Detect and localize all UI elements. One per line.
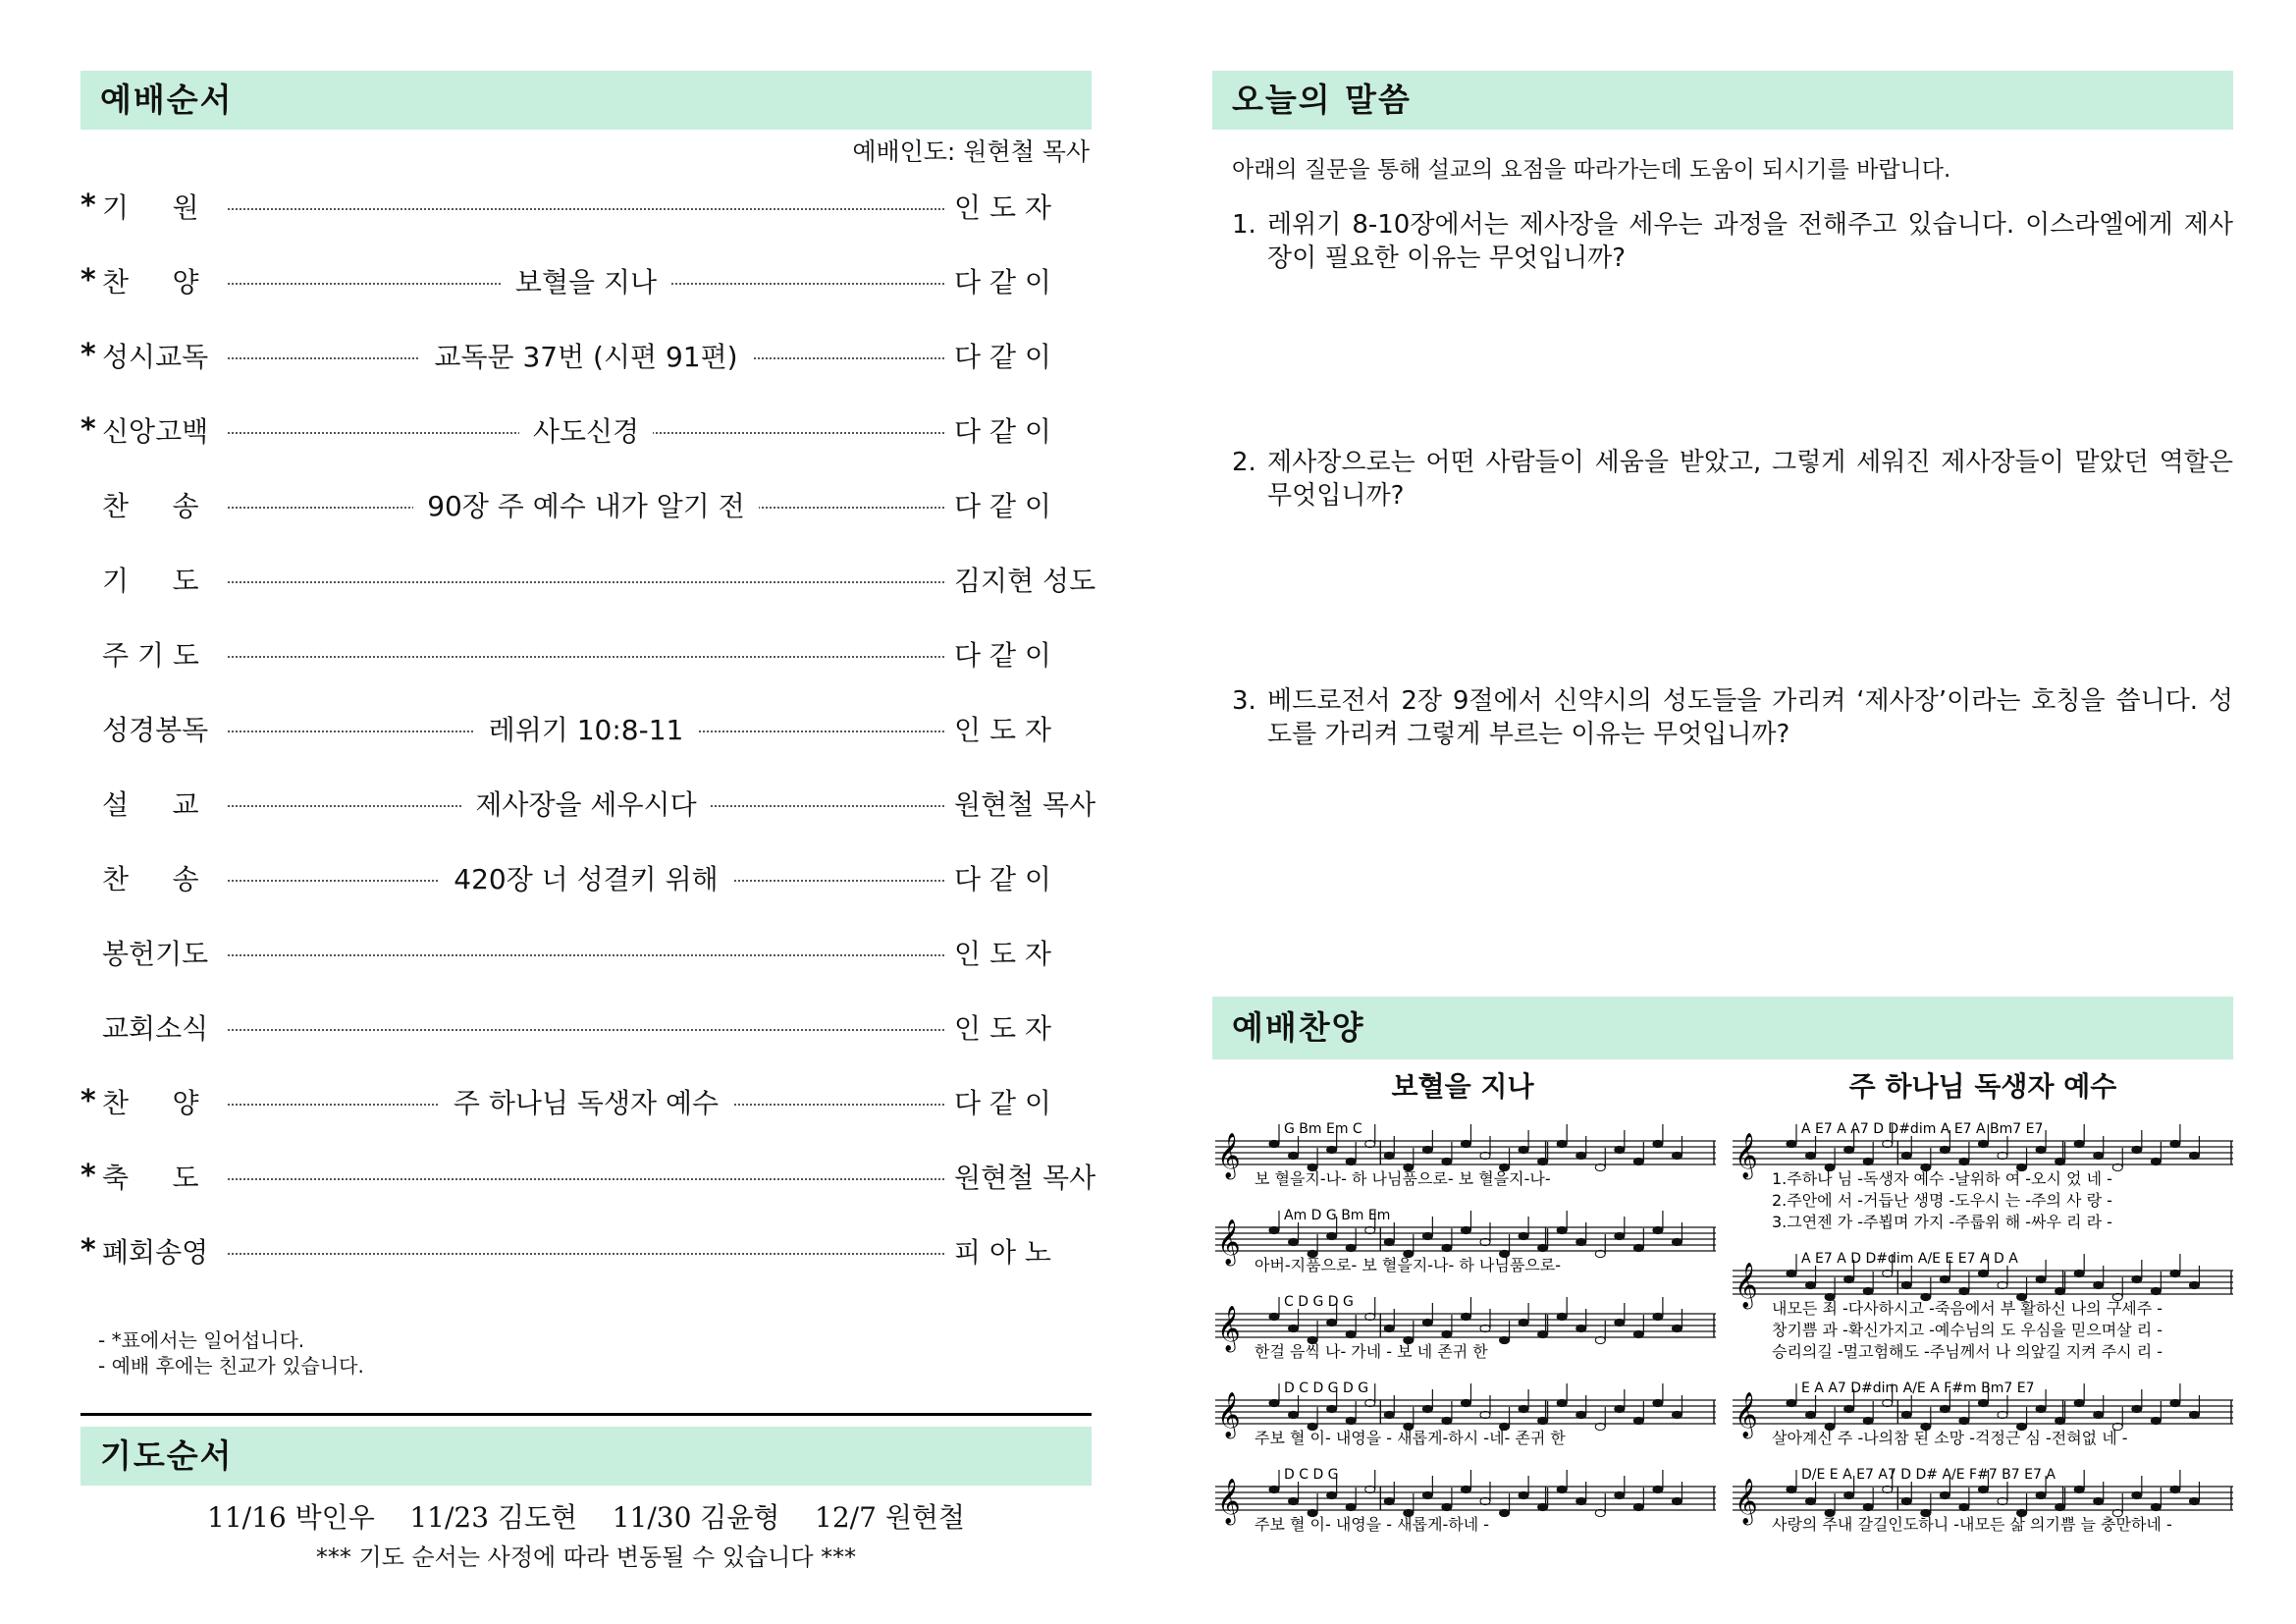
standing-mark: * [80,412,96,447]
note-head [1978,1399,1988,1406]
note-head [1269,1486,1279,1492]
lyrics-line: 주보 혈 이- 내영을 - 새롭게-하네 - [1255,1515,1490,1534]
note-head [1653,1313,1663,1320]
worship-order-row [80,858,1092,897]
worship-order-row [80,1007,1092,1047]
fellowship-note: - 예배 후에는 친교가 있습니다. [98,1354,364,1378]
standing-mark: * [80,263,96,298]
question-number: 3. [1232,686,1256,716]
order-item-detail: 제사장을 세우시다 [228,784,944,823]
worship-order-row [80,261,1092,300]
note-head [1615,1232,1625,1239]
note-head [1500,1336,1510,1343]
lyrics-line: 주보 혈 이- 내영을 - 새롭게-하시 -네- 존귀 한 [1255,1429,1566,1447]
leader-dots [228,1029,944,1031]
order-item-name: 폐회송영 [102,1236,209,1269]
note-head [1863,1158,1873,1164]
note-head [1289,1152,1299,1159]
chord-symbols: G Bm Em C [1284,1121,1362,1137]
treble-clef-icon: 𝄞 [1217,1479,1241,1524]
note-head [2151,1503,2161,1510]
worship-order-row [80,336,1092,375]
worship-order-row [80,634,1092,674]
lyrics-line: 승리의길 -멀고험해도 -주님께서 나 의앞길 지켜 주시 리 - [1772,1342,2163,1361]
note-head [1557,1226,1567,1233]
note-head [1519,1405,1528,1412]
sheet-music-right [1733,1119,2233,1551]
note-head [1269,1399,1279,1406]
note-head [1806,1497,1816,1504]
note-head [1940,1491,1949,1498]
note-head [1327,1232,1337,1239]
question-1 [1232,208,2233,287]
note-head [1422,1146,1432,1153]
note-head [1269,1226,1279,1233]
note-head [1346,1244,1356,1251]
lyrics-line: 내모든 죄 -다사하시고 -죽음에서 부 활하신 나의 구세주 - [1772,1299,2163,1318]
order-item-name: 찬 양 [102,1087,199,1119]
note-head [1384,1238,1394,1245]
note-head [1442,1330,1452,1337]
order-item-person: 다 같 이 [954,639,1051,672]
note-head [2189,1152,2199,1159]
note-head [1901,1411,1911,1418]
standing-mark: * [80,189,96,223]
note-head [1633,1244,1643,1251]
note-head [1787,1270,1796,1276]
order-item-detail: 레위기 10:8-11 [228,709,944,748]
chord-symbols: A E7 A A7 D D#dim A E7 A Bm7 E7 [1801,1121,2044,1137]
note-head [1519,1491,1528,1498]
worship-order-row [80,485,1092,524]
worship-order-row [80,187,1092,226]
note-head [1787,1486,1796,1492]
note-head [2094,1497,2104,1504]
note-head [1346,1417,1356,1424]
order-item-detail: 보혈을 지나 [228,261,944,300]
note-head [1442,1503,1452,1510]
lyrics-line: 보 혈을지-나- 하 나님품으로- 보 혈을지-나- [1255,1169,1551,1188]
order-item-person: 원현철 목사 [954,1162,1096,1194]
order-item-name: 설 교 [102,788,199,821]
note-head [1519,1232,1528,1239]
worship-leader: 예배인도: 원현철 목사 [852,137,1090,166]
chord-symbols: Am D G Bm Em [1284,1208,1391,1223]
note-head [1672,1411,1682,1418]
order-item-person: 다 같 이 [954,863,1051,895]
treble-clef-icon: 𝄞 [1735,1479,1758,1524]
note-head [2094,1281,2104,1288]
treble-clef-icon: 𝄞 [1735,1133,1758,1178]
worship-order-row [80,784,1096,823]
note-head [2036,1146,2046,1153]
note-head [1672,1497,1682,1504]
note-head [1901,1281,1911,1288]
lyrics-line: 1.주하나 님 -독생자 예수 -날위하 여 -오시 었 네 - [1772,1169,2112,1188]
note-head [1844,1405,1854,1412]
order-item-person: 피 아 노 [954,1236,1051,1269]
note-head [1461,1486,1470,1492]
order-item-name: 봉헌기도 [102,938,209,970]
hymn-title-right: 주 하나님 독생자 예수 [1848,1070,2117,1103]
note-head [1672,1238,1682,1245]
note-head [2094,1152,2104,1159]
worship-order-header: 예배순서 [80,71,1092,130]
note-head [1863,1287,1873,1294]
note-head [1978,1270,1988,1276]
leader-dots [228,208,944,210]
note-head [2151,1287,2161,1294]
note-head [1346,1330,1356,1337]
note-head [1557,1399,1567,1406]
order-item-person: 인 도 자 [954,714,1051,746]
leader-dots [228,1178,944,1180]
note-head [1289,1238,1299,1245]
note-head [2170,1399,2180,1406]
note-head [1269,1140,1279,1147]
section-divider [80,1413,1092,1416]
note-head [1519,1319,1528,1326]
lyrics-line: 창기쁨 과 -확신가지고 -예수님의 도 우심을 믿으며살 리 - [1772,1321,2163,1339]
sermon-header: 오늘의 말씀 [1212,71,2233,130]
note-head [1269,1313,1279,1320]
order-item-person: 다 같 이 [954,415,1051,448]
note-head [1615,1319,1625,1326]
order-item-person: 인 도 자 [954,1012,1051,1045]
order-item-detail: 사도신경 [228,410,944,450]
prayer-schedule: 11/16 박인우 11/23 김도현 11/30 김윤형 12/7 원현철 [207,1501,965,1534]
note-head [1442,1417,1452,1424]
order-item-name: 찬 양 [102,266,199,298]
note-head [1806,1281,1816,1288]
standing-mark: * [80,338,96,372]
note-head [1633,1158,1643,1164]
note-head [1615,1405,1625,1412]
order-item-name: 주 기 도 [102,639,199,672]
lyrics-line: 사랑의 주내 갈길인도하니 -내모든 삶 의기쁨 늘 충만하네 - [1772,1515,2172,1534]
note-head [1442,1158,1452,1164]
note-head [1576,1411,1586,1418]
note-head [1557,1486,1567,1492]
order-item-name: 찬 송 [102,490,199,522]
sermon-intro: 아래의 질문을 통해 설교의 요점을 따라가는데 도움이 되시기를 바랍니다. [1232,157,1951,183]
note-head [2170,1270,2180,1276]
order-item-person: 인 도 자 [954,191,1051,224]
order-item-name: 성시교독 [102,341,209,373]
note-head [1844,1491,1854,1498]
note-head [1289,1325,1299,1331]
lyrics-line: 3.그연젠 가 -주뵙며 가지 -주룹위 해 -싸우 리 라 - [1772,1213,2112,1231]
hymns-header: 예배찬양 [1212,997,2233,1059]
treble-clef-icon: 𝄞 [1735,1392,1758,1437]
note-head [1863,1417,1873,1424]
note-head [1327,1146,1337,1153]
note-head [1346,1503,1356,1510]
note-head [1422,1232,1432,1239]
treble-clef-icon: 𝄞 [1735,1263,1758,1308]
note-head [1422,1319,1432,1326]
note-head [2170,1486,2180,1492]
order-item-name: 교회소식 [102,1012,209,1045]
note-head [1327,1405,1337,1412]
worship-order-row [80,1082,1092,1121]
hymn-title-left: 보혈을 지나 [1391,1070,1534,1103]
prayer-notice: *** 기도 순서는 사정에 따라 변동될 수 있습니다 *** [315,1543,857,1571]
order-item-person: 원현철 목사 [954,788,1096,821]
note-head [1442,1244,1452,1251]
note-head [2132,1275,2142,1282]
note-head [1787,1399,1796,1406]
order-item-detail: 주 하나님 독생자 예수 [228,1082,944,1121]
treble-clef-icon: 𝄞 [1217,1306,1241,1351]
standing-mark: * [80,1159,96,1193]
note-head [1653,1399,1663,1406]
order-item-name: 축 도 [102,1162,199,1194]
treble-clef-icon: 𝄞 [1217,1392,1241,1437]
note-head [2189,1281,2199,1288]
note-head [1384,1325,1394,1331]
note-head [2036,1405,2046,1412]
worship-order-row [80,560,1096,599]
order-item-detail: 420장 너 성결키 위해 [228,858,944,897]
note-head [1959,1287,1969,1294]
note-head [1519,1146,1528,1153]
note-head [1422,1491,1432,1498]
note-head [1806,1411,1816,1418]
order-item-name: 기 원 [102,191,199,224]
note-head [1461,1140,1470,1147]
note-head [2094,1411,2104,1418]
prayer-order-header: 기도순서 [80,1427,1092,1486]
note-head [1940,1146,1949,1153]
note-head [1806,1152,1816,1159]
order-item-name: 기 도 [102,565,199,597]
note-head [1672,1152,1682,1159]
chord-symbols: A E7 A D D#dim A/E E E7 A D A [1801,1251,2018,1267]
note-head [1633,1503,1643,1510]
note-head [1384,1497,1394,1504]
note-head [1844,1146,1854,1153]
question-number: 2. [1232,448,1256,477]
worship-order-row [80,933,1092,972]
note-head [1633,1417,1643,1424]
order-item-detail: 90장 주 예수 내가 알기 전 [228,485,944,524]
note-head [2132,1491,2142,1498]
order-item-person: 다 같 이 [954,341,1051,373]
note-head [1653,1140,1663,1147]
score-staff-group [1215,1119,1716,1551]
note-head [1863,1503,1873,1510]
order-item-name: 찬 송 [102,863,199,895]
note-head [1615,1491,1625,1498]
chord-symbols: C D G D G [1284,1294,1354,1310]
standing-mark: * [80,1233,96,1268]
note-head [1557,1313,1567,1320]
note-head [2132,1146,2142,1153]
note-head [2074,1399,2084,1406]
note-head [1576,1152,1586,1159]
order-item-detail: 교독문 37번 (시편 91편) [228,336,944,375]
note-head [1959,1417,1969,1424]
note-head [2036,1275,2046,1282]
order-item-person: 김지현 성도 [954,565,1096,597]
chord-symbols: D C D G D G [1284,1380,1369,1396]
chord-symbols: D C D G [1284,1467,1339,1483]
note-head [1633,1330,1643,1337]
note-head [1576,1238,1586,1245]
order-item-name: 성경봉독 [102,714,209,746]
question-number: 1. [1232,210,1256,240]
order-item-person: 인 도 자 [954,938,1051,970]
score-staff-group [1733,1119,2233,1551]
note-head [1901,1152,1911,1159]
note-head [1940,1275,1949,1282]
note-head [2189,1497,2199,1504]
note-head [2170,1140,2180,1147]
lyrics-line: 2.주안에 서 -거듭난 생명 -도우시 는 -주의 사 랑 - [1772,1191,2112,1210]
worship-order-row [80,1231,1092,1271]
note-head [1422,1405,1432,1412]
note-head [1461,1313,1470,1320]
note-head [1557,1140,1567,1147]
note-head [2074,1270,2084,1276]
leader-dots [228,1253,944,1255]
note-head [2074,1486,2084,1492]
note-head [2132,1405,2142,1412]
note-head [1384,1411,1394,1418]
note-head [1327,1491,1337,1498]
note-head [1576,1497,1586,1504]
note-head [1461,1399,1470,1406]
note-head [1959,1503,1969,1510]
note-head [1615,1146,1625,1153]
leader-dots [228,581,944,583]
note-head [2036,1491,2046,1498]
note-head [1901,1497,1911,1504]
note-head [2074,1140,2084,1147]
question-text: 베드로전서 2장 9절에서 신약시의 성도들을 가리켜 ‘제사장’이라는 호칭을 씁니다. 성도를 가리켜 그렇게 부르는 이유는 무엇입니까? [1267,686,2233,749]
note-head [1500,1509,1510,1516]
question-text: 제사장으로는 어떤 사람들이 세움을 받았고, 그렇게 세워진 제사장들이 맡았던 역할은 무엇입니까? [1267,448,2233,511]
order-item-person: 다 같 이 [954,1087,1051,1119]
note-head [1787,1140,1796,1147]
note-head [1978,1140,1988,1147]
note-head [1940,1405,1949,1412]
order-item-person: 다 같 이 [954,266,1051,298]
sheet-music-left [1215,1119,1716,1551]
note-head [1653,1486,1663,1492]
standing-mark: * [80,1084,96,1118]
lyrics-line: 살아계신 주 -나의참 된 소망 -걱정근 심 -전혀없 네 - [1772,1429,2128,1447]
order-item-person: 다 같 이 [954,490,1051,522]
chord-symbols: E A A7 D#dim A/E A F#m Bm7 E7 [1801,1380,2035,1396]
treble-clef-icon: 𝄞 [1217,1133,1241,1178]
worship-order-row [80,709,1092,748]
worship-order-row [80,410,1092,450]
worship-order-row [80,1157,1096,1196]
question-text: 레위기 8-10장에서는 제사장을 세우는 과정을 전해주고 있습니다. 이스라엘에게 제사장이 필요한 이유는 무엇입니까? [1267,210,2233,273]
note-head [1289,1411,1299,1418]
note-head [1959,1158,1969,1164]
question-2 [1232,446,2233,524]
note-head [1844,1275,1854,1282]
leader-dots [228,656,944,658]
question-3 [1232,684,2233,763]
note-head [1461,1226,1470,1233]
note-head [1978,1486,1988,1492]
chord-symbols: D/E E A E7 A7 D D# A/E F#7 B7 E7 A [1801,1467,2056,1483]
note-head [1289,1497,1299,1504]
note-head [1346,1158,1356,1164]
lyrics-line: 아버-지품으로- 보 혈을지-나- 하 나님품으로- [1255,1256,1561,1274]
leader-dots [228,954,944,956]
lyrics-line: 한걸 음씩 나- 가네 - 보 네 존귀 한 [1255,1342,1488,1361]
note-head [1327,1319,1337,1326]
note-head [1384,1152,1394,1159]
order-item-name: 신앙고백 [102,415,209,448]
note-head [2189,1411,2199,1418]
treble-clef-icon: 𝄞 [1217,1219,1241,1265]
note-head [1576,1325,1586,1331]
note-head [1653,1226,1663,1233]
standing-note: - *표에서는 일어섭니다. [98,1328,305,1352]
note-head [2151,1158,2161,1164]
note-head [1672,1325,1682,1331]
note-head [2151,1417,2161,1424]
